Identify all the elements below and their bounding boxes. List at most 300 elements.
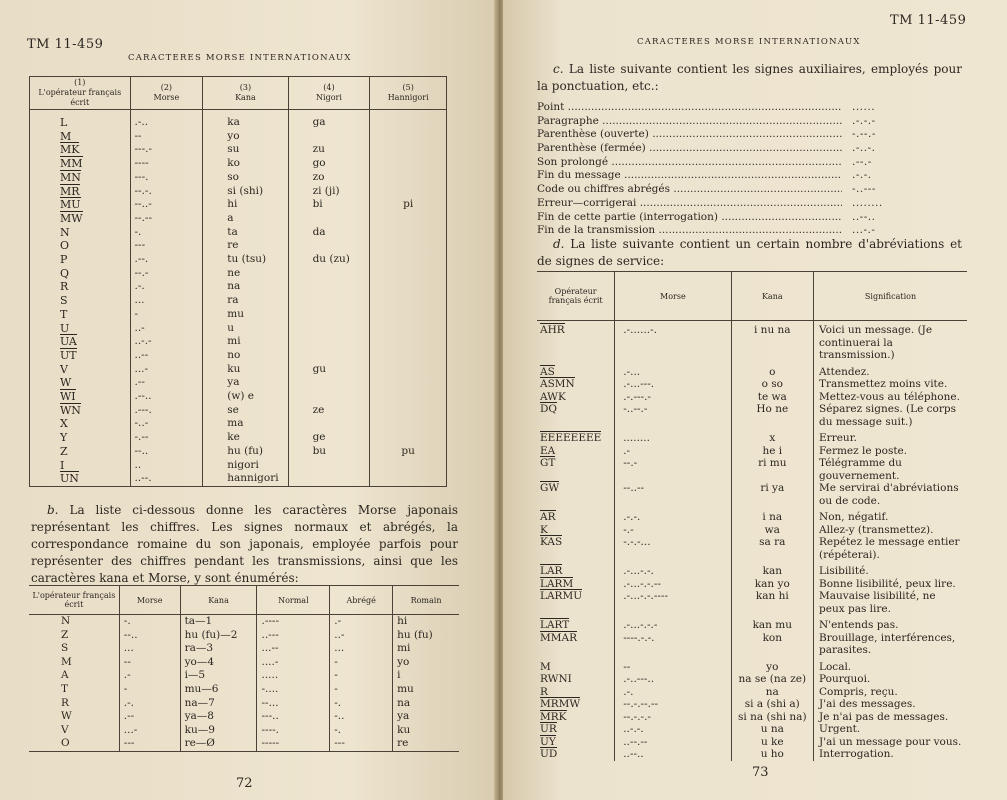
- morse-code-cell: [130, 308, 203, 322]
- morse-code-cell: [130, 417, 203, 431]
- signification-cell: Voici un message. (Je continuerai la transmission.): [814, 321, 967, 362]
- operator-cell: W: [61, 710, 72, 723]
- nigori-cell: [288, 171, 370, 185]
- table-row: [29, 710, 459, 724]
- romain-cell: ya: [393, 710, 459, 724]
- nigori-cell: [288, 376, 370, 390]
- signification-cell: Mauvaise lisibilité, ne peux pas lire.: [814, 590, 967, 615]
- cell-text: WI: [60, 390, 76, 404]
- signification-cell: Allez-y (transmettez).: [814, 524, 967, 537]
- cell-text: zo: [312, 170, 325, 183]
- signification-cell: Brouillage, interférences, parasites.: [814, 632, 967, 657]
- table-row: [29, 683, 459, 697]
- table-row: [537, 403, 967, 428]
- table-row: [29, 656, 459, 670]
- kana-cell: kan hi: [731, 590, 813, 615]
- header-label: Morse: [153, 93, 180, 102]
- abrege-cell: -: [330, 683, 393, 697]
- operator-letters-cell: [30, 110, 131, 130]
- romain-cell: hi: [393, 615, 459, 629]
- signification-cell: Erreur.: [814, 428, 967, 445]
- cell-text: U: [60, 321, 70, 335]
- table-row: [30, 459, 447, 473]
- table1-header-3: [203, 77, 288, 110]
- kana-cell: [203, 308, 288, 322]
- abrege-cell: -: [330, 656, 393, 670]
- table-row: [29, 615, 459, 629]
- header-number: (4): [323, 83, 335, 92]
- operator-letters-cell: [30, 212, 131, 226]
- morse-cell: .-......-.: [615, 321, 731, 362]
- table-row: [30, 472, 447, 486]
- romain-cell: hu (fu): [393, 629, 459, 643]
- signification-cell: Fermez le poste.: [814, 445, 967, 458]
- hannigori-cell: [370, 417, 447, 431]
- kana-cell: [203, 404, 288, 418]
- table-row: [30, 349, 447, 363]
- hannigori-cell: [370, 335, 447, 349]
- operator-letters-cell: [30, 157, 131, 171]
- table-row: [30, 404, 447, 418]
- nigori-cell: [288, 335, 370, 349]
- table-row: [29, 737, 459, 751]
- kana-cell: te wa: [731, 391, 813, 404]
- table2-header-2: Morse: [119, 586, 180, 615]
- signification-cell: Repétez le message entier (répéterai).: [814, 536, 967, 561]
- operator-letters-cell: [30, 445, 131, 459]
- cell-text: V: [60, 362, 68, 376]
- cell-text: ma: [227, 417, 244, 430]
- morse-cell: .-.: [119, 697, 180, 711]
- cell-text: .-.: [134, 280, 145, 293]
- table-row: [537, 561, 967, 578]
- kana-cell: re—Ø: [180, 737, 257, 751]
- morse-code-cell: [130, 239, 203, 253]
- operator-cell: [537, 615, 615, 632]
- morse-code-cell: [130, 431, 203, 445]
- signification-cell: Je n'ai pas de messages.: [814, 711, 967, 724]
- kana-cell: na se (na ze): [731, 673, 813, 686]
- operator-letters-cell: [30, 253, 131, 267]
- header-number: (1): [74, 78, 86, 87]
- morse-code-cell: [130, 322, 203, 336]
- nigori-cell: [288, 294, 370, 308]
- hannigori-cell: [370, 280, 447, 294]
- nigori-cell: [288, 472, 370, 486]
- punctuation-morse: .-.-.-: [852, 114, 876, 127]
- cell-text: --.-.: [134, 184, 152, 197]
- hannigori-cell: [370, 472, 447, 486]
- table-row: [537, 391, 967, 404]
- table-row: [537, 711, 967, 724]
- cell-text: gu: [312, 362, 327, 375]
- punctuation-label-text: Erreur—corrigerai: [537, 196, 637, 209]
- operator-text: RWNI: [540, 673, 572, 685]
- kana-cell: he i: [731, 445, 813, 458]
- cell-text: ..: [134, 458, 142, 471]
- kana-cell: [203, 143, 288, 157]
- punctuation-label-text: Parenthèse (fermée): [537, 142, 646, 155]
- table-row: [537, 748, 967, 761]
- operator-letters-cell: [30, 349, 131, 363]
- punctuation-morse: .--.-: [852, 155, 872, 168]
- operator-text: K: [540, 523, 548, 536]
- morse-cell: --: [119, 656, 180, 670]
- cell-text: ya: [227, 376, 240, 389]
- normal-cell: -----: [257, 737, 330, 751]
- page-number-right: 73: [752, 765, 769, 780]
- header-label: Hannigori: [387, 93, 429, 102]
- punctuation-list: [537, 101, 957, 238]
- cell-text: .---.: [134, 403, 152, 416]
- cell-text: a: [227, 211, 234, 224]
- table-row: [29, 724, 459, 738]
- operator-letters-cell: [30, 390, 131, 404]
- abrege-cell: ..-: [330, 629, 393, 643]
- cell-text: MU: [60, 198, 81, 212]
- table-row: [537, 482, 967, 507]
- abrege-cell: -: [330, 669, 393, 683]
- table-row: [30, 390, 447, 404]
- normal-cell: -....: [257, 683, 330, 697]
- paragraph-d-text: La liste suivante contient un certain nombre d'abréviations et de signes de service:: [537, 237, 962, 268]
- kana-cell: [203, 226, 288, 240]
- table-row: [537, 673, 967, 686]
- hannigori-cell: [370, 431, 447, 445]
- table-row: [537, 578, 967, 591]
- kana-cell: ri ya: [731, 482, 813, 507]
- table3-header-4: Signification: [814, 272, 967, 321]
- nigori-cell: [288, 459, 370, 473]
- table-row: [537, 736, 967, 749]
- kana-cell: [203, 130, 288, 144]
- normal-cell: ...--: [257, 642, 330, 656]
- kana-cell: u ho: [731, 748, 813, 761]
- table2-header-1: L'opérateur français écrit: [29, 586, 119, 615]
- kana-cell: na—7: [180, 697, 257, 711]
- cell-text: UT: [60, 348, 77, 362]
- normal-cell: ---..: [257, 710, 330, 724]
- cell-text: na: [227, 280, 241, 293]
- kana-morse-table: [29, 76, 447, 487]
- signification-cell: Urgent.: [814, 723, 967, 736]
- cell-text: P: [60, 253, 68, 267]
- morse-cell: .-: [119, 669, 180, 683]
- punctuation-label: [537, 183, 842, 197]
- operator-text: UY: [540, 735, 556, 748]
- table-row: [29, 629, 459, 643]
- operator-cell: [537, 723, 615, 736]
- kana-cell: ri mu: [731, 457, 813, 482]
- table3-header-1: Opérateur français écrit: [537, 272, 615, 321]
- nigori-cell: [288, 212, 370, 226]
- table-row: [537, 657, 967, 674]
- punctuation-row: [537, 142, 957, 156]
- abrege-cell: .-: [330, 615, 393, 629]
- nigori-cell: [288, 198, 370, 212]
- morse-code-cell: [130, 445, 203, 459]
- operator-cell: O: [29, 737, 119, 751]
- cell-text: .-..: [134, 116, 149, 128]
- cell-text: tu (tsu): [227, 253, 267, 266]
- hannigori-cell: [370, 130, 447, 144]
- operator-letters-cell: [30, 280, 131, 294]
- kana-cell: kon: [731, 632, 813, 657]
- kana-cell: ku—9: [180, 724, 257, 738]
- cell-text: ko: [227, 157, 240, 170]
- punctuation-morse: .-.-.: [852, 169, 872, 182]
- operator-text: GT: [540, 457, 556, 469]
- morse-code-cell: [130, 185, 203, 199]
- kana-cell: [203, 322, 288, 336]
- cell-text: zi (ji): [312, 184, 340, 197]
- cell-text: ze: [312, 403, 325, 416]
- punctuation-label: [537, 128, 842, 142]
- cell-text: .--..: [134, 390, 152, 403]
- kana-cell: x: [731, 428, 813, 445]
- cell-text: (w) e: [227, 390, 254, 403]
- hannigori-cell: [370, 267, 447, 281]
- nigori-cell: [288, 349, 370, 363]
- running-head-right: CARACTERES MORSE INTERNATIONAUX: [637, 37, 861, 47]
- cell-text: ra: [227, 294, 239, 307]
- cell-text: re: [227, 239, 239, 252]
- cell-text: T: [60, 307, 68, 321]
- operator-letters-cell: [30, 226, 131, 240]
- morse-cell: --.-.--.--: [615, 698, 731, 711]
- table3-header-3: Kana: [731, 272, 813, 321]
- morse-code-cell: [130, 226, 203, 240]
- abrege-cell: ---: [330, 737, 393, 751]
- cell-text: MK: [60, 143, 80, 157]
- operator-cell: A: [61, 669, 69, 682]
- cell-text: ke: [227, 431, 240, 444]
- paragraph-b: [31, 502, 458, 587]
- hannigori-cell: [370, 110, 447, 130]
- morse-code-cell: [130, 472, 203, 486]
- normal-cell: --...: [257, 697, 330, 711]
- morse-cell: .-...-.-.: [615, 561, 731, 578]
- normal-cell: ..---: [257, 629, 330, 643]
- table-row: [30, 198, 447, 212]
- operator-letters-cell: [30, 294, 131, 308]
- manual-number: TM 11-459: [27, 37, 104, 52]
- table-row: [30, 335, 447, 349]
- operator-cell: R: [61, 696, 69, 709]
- manual-number-right: TM 11-459: [890, 13, 967, 28]
- punctuation-label-text: Son prolongé: [537, 155, 609, 168]
- hannigori-cell: [370, 198, 447, 212]
- punctuation-label-text: Parenthèse (ouverte): [537, 128, 649, 141]
- table-row: [30, 280, 447, 294]
- kana-cell: [203, 390, 288, 404]
- operator-letters-cell: [30, 417, 131, 431]
- morse-code-cell: [130, 459, 203, 473]
- abbreviations-table: [537, 271, 967, 761]
- hannigori-cell: [370, 239, 447, 253]
- paragraph-b-text: La liste ci-dessous donne les caractères Morse japonais représentant les chiffres. Les signes normaux et abrégés, la correspondance romaine du son japonais, employée parfois pour représenter des chiffres pendant les transmissions, ainsi que les caractères kana et Morse, y sont énumérés:: [31, 503, 458, 585]
- morse-cell: ..--..: [615, 748, 731, 761]
- morse-cell: .-...-.-.----: [615, 590, 731, 615]
- nigori-cell: [288, 280, 370, 294]
- cell-text: M: [60, 129, 72, 143]
- table-row: [30, 376, 447, 390]
- morse-cell: -: [119, 683, 180, 697]
- table-row: [30, 431, 447, 445]
- morse-cell: -.-.-...: [615, 536, 731, 561]
- morse-code-cell: [130, 110, 203, 130]
- kana-cell: u ke: [731, 736, 813, 749]
- hannigori-cell: [370, 212, 447, 226]
- cell-text: ..-.-: [134, 335, 152, 348]
- kana-cell: u na: [731, 723, 813, 736]
- nigori-cell: [288, 226, 370, 240]
- kana-cell: [203, 335, 288, 349]
- table-row: [537, 524, 967, 537]
- operator-letters-cell: [30, 143, 131, 157]
- table2-header-6: Romain: [393, 586, 459, 615]
- cell-text: ..-: [134, 321, 145, 334]
- punctuation-row: [537, 211, 957, 225]
- kana-cell: [203, 110, 288, 130]
- operator-letters-cell: [30, 376, 131, 390]
- operator-text: AWK: [540, 390, 566, 403]
- morse-cell: ----.-.-.: [615, 632, 731, 657]
- kana-cell: na: [731, 686, 813, 699]
- cell-text: -.: [134, 225, 142, 238]
- cell-text: MW: [60, 211, 83, 225]
- operator-letters-cell: [30, 198, 131, 212]
- abrege-cell: -..: [330, 710, 393, 724]
- romain-cell: re: [393, 737, 459, 751]
- morse-cell: .-.---.-: [615, 391, 731, 404]
- operator-text: ASMN: [540, 378, 575, 390]
- signification-cell: Transmettez moins vite.: [814, 378, 967, 391]
- operator-letters-cell: [30, 171, 131, 185]
- operator-text: AS: [540, 365, 555, 378]
- cell-text: su: [227, 143, 240, 156]
- kana-cell: [203, 267, 288, 281]
- kana-cell: ta—1: [180, 615, 257, 629]
- table-row: [30, 363, 447, 377]
- punctuation-label: [537, 156, 842, 170]
- punctuation-label: [537, 211, 842, 225]
- morse-cell: .-...---.: [615, 378, 731, 391]
- morse-cell: ---: [119, 737, 180, 751]
- table-row: [30, 294, 447, 308]
- morse-cell: ........: [615, 428, 731, 445]
- kana-cell: [203, 253, 288, 267]
- cell-text: hu (fu): [227, 444, 263, 457]
- cell-text: ..--: [134, 348, 149, 361]
- kana-cell: [203, 280, 288, 294]
- cell-text: mu: [227, 307, 244, 320]
- punctuation-row: [537, 115, 957, 129]
- kana-cell: yo: [731, 657, 813, 674]
- cell-text: --: [134, 129, 142, 142]
- morse-code-cell: [130, 198, 203, 212]
- operator-text: MMAR: [540, 631, 577, 644]
- morse-code-cell: [130, 253, 203, 267]
- header-number: (2): [160, 83, 173, 92]
- kana-cell: [203, 431, 288, 445]
- punctuation-morse: ......: [852, 101, 876, 113]
- table-row: [30, 212, 447, 226]
- morse-code-cell: [130, 363, 203, 377]
- signification-cell: Attendez.: [814, 362, 967, 379]
- normal-cell: ----.: [257, 724, 330, 738]
- abrege-cell: -.: [330, 697, 393, 711]
- operator-letters-cell: [30, 459, 131, 473]
- cell-text: se: [227, 403, 239, 416]
- kana-cell: [203, 171, 288, 185]
- cell-text: .--: [134, 376, 145, 389]
- operator-text: UR: [540, 723, 557, 735]
- nigori-cell: [288, 157, 370, 171]
- operator-cell: S: [61, 642, 69, 655]
- morse-code-cell: [130, 130, 203, 144]
- kana-cell: mu—6: [180, 683, 257, 697]
- morse-cell: ..-.-.: [615, 723, 731, 736]
- table-row: [30, 308, 447, 322]
- kana-cell: i—5: [180, 669, 257, 683]
- hannigori-cell: [370, 349, 447, 363]
- operator-cell: M: [61, 655, 72, 668]
- cell-text: ---.: [134, 170, 149, 183]
- operator-cell: [537, 536, 615, 561]
- kana-cell: ra—3: [180, 642, 257, 656]
- romain-cell: yo: [393, 656, 459, 670]
- cell-text: Y: [60, 431, 68, 445]
- paragraph-d: [537, 236, 962, 270]
- punctuation-label: [537, 115, 842, 129]
- hannigori-cell: [370, 363, 447, 377]
- normal-cell: .----: [257, 615, 330, 629]
- hannigori-cell: [370, 390, 447, 404]
- morse-code-cell: [130, 157, 203, 171]
- kana-cell: [203, 294, 288, 308]
- kana-cell: [203, 239, 288, 253]
- morse-cell: --.-.-.-: [615, 711, 731, 724]
- operator-cell: [537, 362, 615, 379]
- nigori-cell: [288, 253, 370, 267]
- cell-text: -: [134, 307, 139, 320]
- morse-code-cell: [130, 404, 203, 418]
- morse-cell: -.-: [615, 524, 731, 537]
- operator-cell: Z: [61, 628, 69, 641]
- table1-header-5: [370, 77, 447, 110]
- operator-letters-cell: [30, 130, 131, 144]
- kana-cell: [203, 198, 288, 212]
- signification-cell: Local.: [814, 657, 967, 674]
- hannigori-cell: [370, 143, 447, 157]
- signification-cell: Pourquoi.: [814, 673, 967, 686]
- morse-code-cell: [130, 294, 203, 308]
- hannigori-cell: [370, 157, 447, 171]
- punctuation-label-text: Point: [537, 101, 565, 113]
- cell-text: si (shi): [227, 184, 264, 197]
- morse-code-cell: [130, 267, 203, 281]
- table-row: [29, 697, 459, 711]
- cell-text: ku: [227, 362, 241, 375]
- numerals-table: [29, 585, 459, 752]
- operator-text: KAS: [540, 536, 563, 548]
- cell-text: UN: [60, 472, 79, 486]
- table-row: [537, 632, 967, 657]
- table3-header-2: Morse: [615, 272, 731, 321]
- hannigori-cell: [370, 253, 447, 267]
- signification-cell: Non, négatif.: [814, 507, 967, 524]
